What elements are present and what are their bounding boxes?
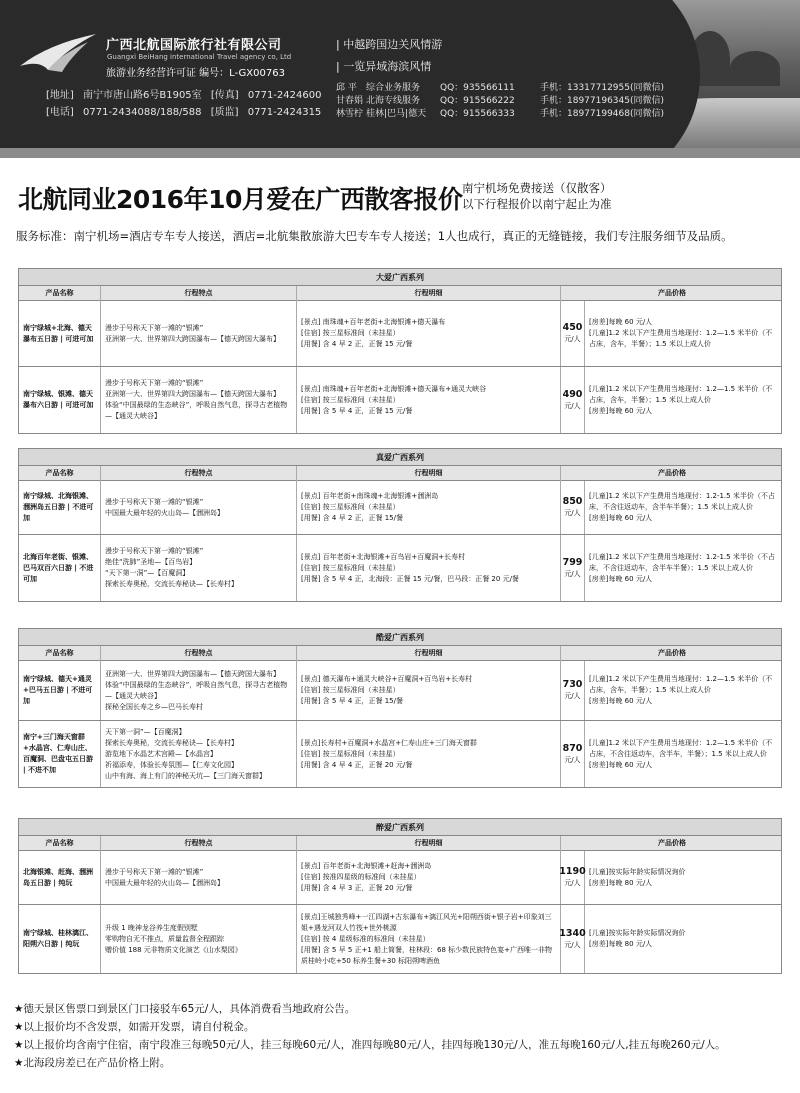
contact-phone: 手机：13317712955(同微信) [540, 83, 665, 93]
note-item: ★以上报价均含南宁住宿，南宁段准三每晚50元/人，挂三每晚60元/人，准四每晚80元/人，挂四每晚130元/人，准五每晚160元/人,挂五每晚260元/人。 [14, 1039, 726, 1051]
slogans [336, 34, 442, 78]
product-features-line: 绝佳“洗肺”圣地—【百鸟岩】 [105, 558, 197, 566]
product-features-line: 游览地下水晶艺术宫殿—【水晶宫】 [105, 749, 217, 758]
column-header: 产品价格 [658, 469, 686, 477]
service-standard: 服务标准：南宁机场=酒店专车专人接送，酒店=北航集散旅游大巴专车专人接送；1人也成行，真正的无缝链接，我们专注服务细节及品质。 [16, 229, 733, 243]
phone-label: [电话] [46, 107, 74, 118]
product-name: 南宁绿城、银滩、德天瀑布六日游 | 可进可加 [19, 367, 101, 433]
product-details-line: [住宿] 按三星标准间（未挂星） [301, 395, 400, 404]
price-unit: 元/人 [564, 879, 581, 887]
column-header: 产品价格 [658, 649, 686, 657]
address-row [46, 87, 327, 104]
product-price [561, 535, 585, 601]
product-details [297, 481, 561, 534]
price-notes [585, 481, 783, 534]
series-table [18, 448, 782, 602]
product-name: 北海银滩、赶海、涠洲岛五日游 | 纯玩 [19, 851, 101, 904]
column-header: 产品名称 [19, 646, 101, 661]
contact-row [336, 108, 664, 121]
price-value: 1190 [559, 866, 586, 877]
price-notes-line: [儿童]1.2 米以下产生费用当地现付：1.2-1.5 米半价（不占床，不含往返动车，含半车半餐）；1.5 米以上成人价 [589, 492, 775, 511]
product-features-line: 亚洲第一大、世界第四大跨国瀑布—【德天跨国大瀑布】 [105, 334, 280, 343]
quality-label: [质监] [210, 107, 239, 118]
column-header: 产品名称 [19, 466, 101, 481]
product-features-line: 漫步于号称天下第一滩的“银滩” [105, 547, 204, 555]
column-header: 行程明细 [297, 286, 561, 301]
product-price [561, 481, 585, 534]
price-value: 490 [562, 388, 583, 400]
price-notes-line: [儿童]1.2 米以下产生费用当地现付：1.2—1.5 米半价（不占床，含车，半餐）；1.5 米以上成人价 [589, 675, 773, 694]
slogan: | 中越跨国边关风情游 [336, 38, 443, 51]
product-details-line: [用餐] 含 5 早 4 正，正餐 15 元/餐 [301, 406, 413, 415]
product-features [101, 301, 297, 366]
product-details-line: [住宿] 按三星标准间（未挂星） [301, 686, 400, 694]
price-notes-line: [儿童]按实际年龄实际情况询价 [589, 929, 686, 937]
contact-row [336, 95, 664, 108]
company-name-cn: 广西北航国际旅行社有限公司 [106, 38, 282, 53]
price-value: 799 [562, 556, 583, 568]
product-details [297, 721, 561, 787]
product-name: 南宁+三门海天窗群+水晶宫、仁寿山庄、百魔洞、巴盘屯五日游 | 不进不加 [19, 721, 101, 787]
product-details-line: [用餐] 含 5 早 4 正，北海段：正餐 15 元/餐，巴马段：正餐 20 元/餐 [301, 574, 519, 583]
notes [14, 1000, 726, 1072]
product-details-line: [住宿] 按 4 星级标准的标准间（未挂星） [301, 934, 430, 943]
product-details-line: [住宿] 按三星标准间（未挂星） [301, 503, 400, 511]
product-details-line: [景点] 百年老街+北海银滩+赶海+涠洲岛 [301, 862, 432, 870]
product-row [19, 535, 781, 601]
header [0, 0, 800, 148]
product-features-line: 山中有海、海上有门的神秘天坑—【三门海天窗群】 [105, 771, 266, 780]
price-notes-line: [房差]每晚 60 元/人 [589, 697, 653, 705]
product-features [101, 851, 297, 904]
product-features-line: 漫步于号称天下第一滩的“银滩” [105, 379, 204, 387]
product-details-line: [景点] 南珠魂+百年老街+北海银滩+德天瀑布+通灵大峡谷 [301, 384, 487, 393]
product-features-line: 探索长寿奥秘，交流长寿秘诀—【长寿村】 [105, 738, 238, 747]
slogan: | 一览异域海滨风情 [336, 60, 432, 73]
price-notes [585, 367, 783, 433]
price-notes-line: [房差]每晚 60 元/人 [589, 760, 653, 769]
price-notes-line: [儿童]按实际年龄实际情况询价 [589, 867, 686, 876]
price-notes-line: [儿童]1.2 米以下产生费用当地现付：1.2—1.5 米半价（不占床，含车，半餐）；1.5 米以上成人价 [589, 384, 773, 404]
product-features-line: 亚洲第一大、世界第四大跨国瀑布—【德天跨国大瀑布】 [105, 669, 280, 678]
product-details [297, 661, 561, 720]
product-features-line: “天下第一洞”—【百魔洞】 [105, 569, 190, 577]
price-notes-line: [儿童]1.2 米以下产生费用当地现付：1.2-1.5 米半价（不占床，不含往返动车，含半车半餐）；1.5 米以上成人价 [589, 552, 775, 572]
page-title: 北航同业2016年10月爱在广西散客报价 [18, 185, 463, 214]
product-features [101, 367, 297, 433]
column-header: 产品价格 [658, 289, 686, 297]
product-details-line: [住宿] 按三星标准间（未挂星） [301, 563, 400, 572]
product-price [561, 851, 585, 904]
product-row [19, 721, 781, 787]
column-header-row [19, 466, 781, 481]
column-header: 产品价格 [658, 839, 686, 847]
product-name: 南宁绿城、德天+通灵+巴马五日游 | 不进可加 [19, 661, 101, 720]
product-row [19, 301, 781, 367]
price-notes-line: [儿童]1.2 米以下产生费用当地现付：1.2—1.5 米半价（不占床，含车，半餐）；1.5 米以上成人价 [589, 329, 773, 348]
product-details [297, 367, 561, 433]
price-unit: 元/人 [564, 569, 581, 578]
series-title: 醉爱广西系列 [19, 819, 781, 836]
column-header: 行程特点 [101, 466, 297, 481]
contact-qq: QQ：915566222 [440, 96, 515, 106]
product-price [561, 905, 585, 973]
note-item: ★以上报价均不含发票，如需开发票，请自付税金。 [14, 1021, 255, 1033]
price-unit: 元/人 [564, 335, 581, 343]
price-unit: 元/人 [564, 940, 581, 949]
product-price [561, 661, 585, 720]
contact-service: 桂林|巴马|德天 [366, 109, 427, 119]
price-notes-line: [房差]每晚 80 元/人 [589, 878, 653, 887]
contact-list [336, 82, 664, 121]
product-row [19, 661, 781, 721]
header-divider-bar [0, 148, 800, 158]
license-number: 旅游业务经营许可证 编号：L-GX00763 [106, 68, 285, 79]
contact-name: 邱 平 [336, 83, 357, 93]
address-value: 南宁市唐山路6号B1905室 [83, 90, 202, 101]
column-header-row [19, 836, 781, 851]
product-features [101, 661, 297, 720]
note-item: ★北海段房差已在产品价格上附。 [14, 1057, 171, 1069]
product-details-line: [景点]长寿村+百魔洞+水晶宫+仁寿山庄+三门海天窗群 [301, 738, 477, 747]
product-features-line: 升级 1 晚神龙谷养生度假别墅 [105, 923, 198, 932]
product-details-line: [景点] 百年老街+北海银滩+百鸟岩+百魔洞+长寿村 [301, 552, 466, 561]
contact-qq: QQ：935566111 [440, 83, 515, 93]
column-header: 行程特点 [101, 646, 297, 661]
price-notes-line: [房差]每晚 60 元/人 [589, 514, 653, 522]
column-header: 行程特点 [101, 286, 297, 301]
phone-row [46, 104, 327, 121]
price-notes-line: [房差]每晚 60 元/人 [589, 406, 653, 415]
product-details-line: [用餐] 含 4 早 2 正，正餐 15/餐 [301, 514, 403, 522]
product-features-line: 漫步于号称天下第一滩的“银滩” [105, 867, 204, 876]
product-name: 南宁绿城、北海银滩、涠洲岛五日游 | 不进可加 [19, 481, 101, 534]
company-name-en: Guangxi BeiHang international Travel agency co, Ltd [107, 53, 292, 61]
product-details-line: [住宿] 按三星标准间（未挂星） [301, 329, 400, 337]
product-row [19, 851, 781, 905]
product-details-line: [用餐] 含 5 早 5 正+1 船上简餐，桂林段：68 标少数民族特色宴+广西唯一非物质桂岭小吃+50 标养生餐+30 标阳朔啤酒鱼 [301, 945, 553, 965]
address-label: [地址] [46, 90, 74, 101]
product-price [561, 721, 585, 787]
product-details-line: [景点]王城独秀峰+一江四湖+古东瀑布+漓江风光+阳朔西街+银子岩+印象刘三姐+遇龙河双人竹筏+世外桃源 [301, 912, 552, 932]
contact-name: 林雪柠 [336, 109, 364, 119]
price-unit: 元/人 [564, 755, 581, 764]
contact-name: 甘春娟 [336, 96, 364, 106]
price-notes [585, 535, 783, 601]
product-features-line: 祈福添寿，体验长寿氛围—【仁寿文化园】 [105, 760, 238, 769]
product-features [101, 535, 297, 601]
subtitle-line: 南宁机场免费接送（仅散客） [462, 181, 612, 195]
price-value: 870 [562, 742, 583, 754]
product-details-line: [景点] 南珠魂+百年老街+北海银滩+德天瀑布 [301, 318, 446, 326]
column-header: 行程明细 [297, 466, 561, 481]
price-notes-line: [儿童]1.2 米以下产生费用当地现付：1.2—1.5 米半价（不占床，不含往返动车，含半车，半餐）；1.5 米以上成人价 [589, 738, 773, 758]
series-title: 真爱广西系列 [19, 449, 781, 466]
column-header: 行程明细 [297, 836, 561, 851]
product-details-line: [景点] 德天瀑布+通灵大峡谷+百魔洞+百鸟岩+长寿村 [301, 675, 473, 683]
product-details [297, 301, 561, 366]
price-unit: 元/人 [564, 509, 581, 517]
product-features-line: 天下第一洞”—【百魔洞】 [105, 727, 186, 736]
series-table [18, 268, 782, 434]
price-notes-line: [房差]每晚 60 元/人 [589, 574, 653, 583]
product-features [101, 905, 297, 973]
product-details-line: [景点] 百年老街+南珠魂+北海银滩+涠洲岛 [301, 492, 439, 500]
product-price [561, 301, 585, 366]
address-block [46, 87, 327, 121]
subtitle-line: 以下行程报价以南宁起止为准 [462, 197, 612, 211]
product-row [19, 905, 781, 973]
product-details-line: [用餐] 含 4 早 3 正，正餐 20 元/餐 [301, 884, 413, 892]
price-value: 1340 [559, 927, 586, 939]
product-features-line: 漫步于号称天下第一滩的“银滩” [105, 497, 204, 506]
column-header: 产品名称 [19, 286, 101, 301]
price-notes-line: [房差]每晚 80 元/人 [589, 940, 653, 948]
series-title: 酷爱广西系列 [19, 629, 781, 646]
product-features-line: 漫步于号称天下第一滩的“银滩” [105, 323, 204, 332]
airplane-logo-icon [18, 26, 98, 76]
note-item: ★德天景区售票口到景区门口接驳车65元/人，具体消费看当地政府公告。 [14, 1003, 356, 1015]
contact-row [336, 82, 664, 95]
price-notes [585, 905, 783, 973]
header-landscape-photo [540, 0, 800, 148]
product-features-line: 零购物自无不推点，质量监督全程跟踪 [105, 934, 224, 943]
contact-phone: 手机：18977199468(同微信) [540, 109, 665, 119]
product-features-line: 中国最大最年轻的火山岛—【涠洲岛】 [105, 508, 224, 517]
column-header: 产品名称 [19, 836, 101, 851]
product-details [297, 535, 561, 601]
product-details-line: [用餐] 含 4 早 2 正，正餐 15 元/餐 [301, 340, 413, 348]
price-notes [585, 721, 783, 787]
column-header: 行程特点 [101, 836, 297, 851]
product-features [101, 481, 297, 534]
price-value: 850 [562, 496, 583, 507]
product-price [561, 367, 585, 433]
product-details-line: [住宿] 按三星标准间（未挂星） [301, 749, 400, 758]
product-name: 南宁绿城、桂林漓江、阳朔六日游 | 纯玩 [19, 905, 101, 973]
product-name: 北海百年老街、银滩、巴马双百六日游 | 不进可加 [19, 535, 101, 601]
product-features-line: 探秘全国长寿之乡—巴马长寿村 [105, 702, 203, 711]
product-row [19, 367, 781, 433]
fax-label: [传真] [210, 90, 239, 101]
series-title: 大爱广西系列 [19, 269, 781, 286]
column-header-row [19, 646, 781, 661]
subtitle [462, 180, 612, 212]
product-details-line: [用餐] 含 4 早 4 正，正餐 20 元/餐 [301, 760, 413, 769]
product-features-line: 中国最大最年轻的火山岛—【涠洲岛】 [105, 878, 224, 887]
series-table [18, 818, 782, 974]
price-value: 730 [562, 679, 583, 690]
product-details [297, 905, 561, 973]
fax-value: 0771-2424600 [247, 90, 322, 101]
price-notes [585, 301, 783, 366]
column-header: 行程明细 [297, 646, 561, 661]
phone-value: 0771-2434088/188/588 [83, 107, 202, 118]
column-header-row [19, 286, 781, 301]
product-features-line: 探索长寿奥秘，交流长寿秘诀—【长寿村】 [105, 580, 238, 588]
price-value: 450 [562, 322, 583, 333]
quality-value: 0771-2424315 [247, 107, 322, 118]
product-name: 南宁绿城+北海、德天瀑布五日游 | 可进可加 [19, 301, 101, 366]
product-row [19, 481, 781, 535]
contact-phone: 手机：18977196345(同微信) [540, 96, 665, 106]
price-unit: 元/人 [564, 401, 581, 410]
contact-qq: QQ：915566333 [440, 109, 515, 119]
product-features-line: 体验“中国最绿的生态峡谷”，呼吸自然气息，探寻古老植物—【通灵大峡谷】 [105, 401, 288, 420]
product-details [297, 851, 561, 904]
contact-service: 综合业务服务 [366, 83, 421, 93]
price-notes [585, 851, 783, 904]
product-features-line: 亚洲第一大、世界第四大跨国瀑布—【德天跨国大瀑布】 [105, 390, 280, 398]
series-table [18, 628, 782, 788]
contact-service: 北海专线服务 [366, 96, 421, 106]
product-details-line: [住宿] 按准四星级的标准间（未挂星） [301, 873, 421, 881]
product-details-line: [用餐] 含 5 早 4 正，正餐 15/餐 [301, 697, 403, 705]
product-features-line: 赠价值 188 元非物质文化演艺《山水梨园》 [105, 945, 242, 954]
price-notes [585, 661, 783, 720]
product-features [101, 721, 297, 787]
product-features-line: 体验“中国最绿的生态峡谷”，呼吸自然气息，探寻古老植物—【通灵大峡谷】 [105, 680, 288, 700]
price-unit: 元/人 [564, 692, 581, 700]
price-notes-line: [房差]每晚 60 元/人 [589, 318, 653, 326]
